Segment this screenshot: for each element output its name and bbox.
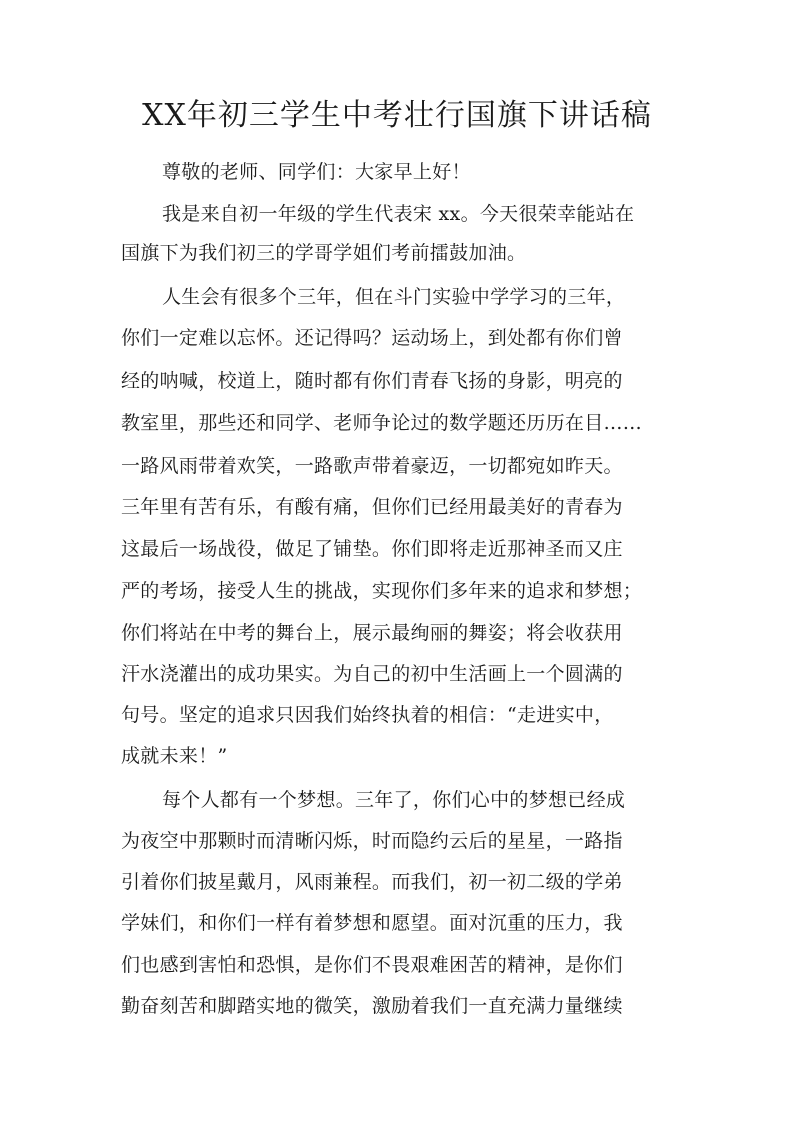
document-title: XX年初三学生中考壮行国旗下讲话稿 [142, 98, 652, 133]
paragraph-3-line-1: 每个人都有一个梦想。三年了，你们心中的梦想已经成 [162, 789, 626, 811]
paragraph-1-line-2: 国旗下为我们初三的学哥学姐们考前擂鼓加油。 [121, 242, 527, 264]
paragraph-2-line-8: 严的考场，接受人生的挑战，实现你们多年来的追求和梦想； [121, 580, 643, 602]
paragraph-2-line-10: 汗水浇灌出的成功果实。为自己的初中生活画上一个圆满的 [121, 663, 623, 685]
paragraph-2-line-12: 成就未来！” [121, 745, 228, 767]
greeting-line: 尊敬的老师、同学们：大家早上好！ [162, 161, 471, 183]
paragraph-2-line-11: 句号。坚定的追求只因我们始终执着的相信：“走进实中， [121, 704, 614, 726]
paragraph-3-line-5: 们也感到害怕和恐惧，是你们不畏艰难困苦的精神，是你们 [121, 954, 623, 976]
paragraph-2-line-7: 这最后一场战役，做足了铺垫。你们即将走近那神圣而又庄 [121, 538, 623, 560]
paragraph-2-line-5: 一路风雨带着欢笑，一路歌声带着豪迈，一切都宛如昨天。 [121, 455, 623, 477]
paragraph-2-line-3: 经的呐喊，校道上，随时都有你们青春飞扬的身影，明亮的 [121, 370, 623, 392]
paragraph-3-line-2: 为夜空中那颗时而清晰闪烁，时而隐约云后的星星，一路指 [121, 830, 623, 852]
paragraph-3-line-6: 勤奋刻苦和脚踏实地的微笑，激励着我们一直充满力量继续 [121, 995, 623, 1017]
paragraph-2-line-1: 人生会有很多个三年，但在斗门实验中学学习的三年， [162, 286, 626, 308]
paragraph-2-line-2: 你们一定难以忘怀。还记得吗？运动场上，到处都有你们曾 [121, 327, 623, 349]
paragraph-2-line-9: 你们将站在中考的舞台上，展示最绚丽的舞姿；将会收获用 [121, 622, 623, 644]
paragraph-1-line-1: 我是来自初一年级的学生代表宋 xx。今天很荣幸能站在 [162, 203, 635, 225]
paragraph-2-line-4: 教室里，那些还和同学、老师争论过的数学题还历历在目…… [121, 412, 643, 434]
paragraph-2-line-6: 三年里有苦有乐，有酸有痛，但你们已经用最美好的青春为 [121, 496, 623, 518]
paragraph-3-line-4: 学妹们，和你们一样有着梦想和愿望。面对沉重的压力，我 [121, 912, 623, 934]
paragraph-3-line-3: 引着你们披星戴月，风雨兼程。而我们，初一初二级的学弟 [121, 871, 623, 893]
